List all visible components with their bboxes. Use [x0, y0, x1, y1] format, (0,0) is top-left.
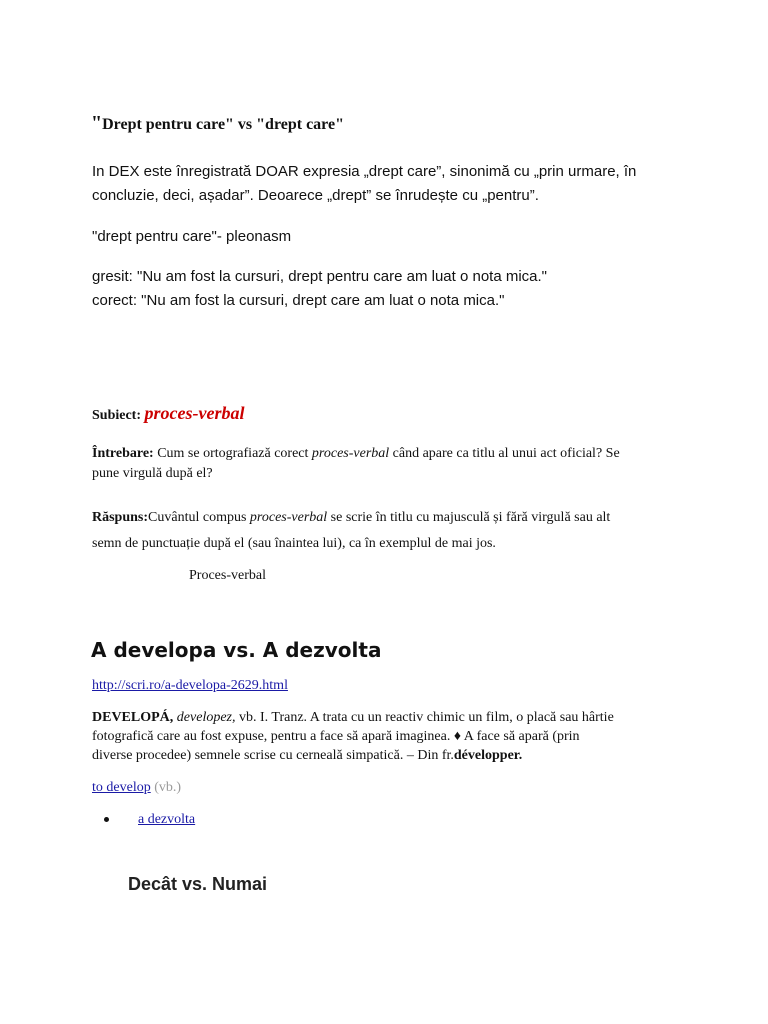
bullet-dot	[104, 817, 109, 822]
bullet-item-wrapper	[138, 812, 195, 828]
question-pre: Cum se ortografiază corect	[157, 446, 309, 461]
definition-line1	[92, 710, 614, 726]
question-term: proces-verbal	[311, 446, 390, 461]
definition-text3: diverse procedee) semnele scrise cu cerneală simpatică. – Din fr.	[92, 748, 454, 763]
dex-paragraph-line1: In DEX este înregistrată DOAR expresia „drept care”, sinonimă cu „prin urmare, în	[92, 163, 637, 180]
to-develop-line	[92, 780, 181, 796]
question-line1	[92, 446, 620, 462]
subject-label: Subiect:	[92, 408, 141, 423]
definition-headword: DEVELOPÁ,	[92, 710, 174, 725]
developa-heading: A developa vs. A dezvolta	[91, 638, 382, 662]
question-post: când apare ca titlu al unui act oficial? Se	[392, 446, 620, 461]
answer-line1	[92, 510, 610, 526]
example-title: Proces-verbal	[189, 568, 266, 583]
wrong-example: gresit: "Nu am fost la cursuri, drept pentru care am luat o nota mica."	[92, 268, 548, 285]
pleonasm-note: "drept pentru care"- pleonasm	[92, 228, 292, 245]
answer-label: Răspuns:	[92, 510, 149, 525]
definition-text1: vb. I. Tranz. A trata cu un reactiv chimic un film, o placă sau hârtie	[239, 710, 614, 725]
question-label: Întrebare:	[92, 446, 154, 461]
answer-line2: semn de punctuație după el (sau înaintea lui), ca în exemplul de mai jos.	[92, 536, 496, 551]
decat-heading: Decât vs. Numai	[128, 874, 268, 894]
answer-term: proces-verbal	[249, 510, 328, 525]
answer-pre: Cuvântul compus	[148, 510, 247, 525]
definition-origin: développer.	[453, 748, 523, 763]
title-open-quote: "	[91, 112, 103, 134]
subject-value: proces-verbal	[144, 403, 245, 423]
question-line2: pune virgulă după el?	[92, 466, 213, 481]
definition-line2: fotografică care au fost expuse, pentru a face să apară imaginea. ♦ A face să apară (prin	[92, 729, 580, 744]
scri-link[interactable]: http://scri.ro/a-developa-2629.html	[92, 678, 288, 693]
section1-title	[91, 112, 344, 135]
dezvolta-link[interactable]: a dezvolta	[138, 812, 196, 827]
correct-example: corect: "Nu am fost la cursuri, drept care am luat o nota mica."	[92, 292, 505, 309]
subject-line	[92, 403, 244, 424]
part-of-speech: (vb.)	[154, 780, 182, 795]
title-text: Drept pentru care" vs "drept care"	[102, 116, 344, 133]
answer-post: se scrie în titlu cu majusculă și fără virgulă sau alt	[330, 510, 611, 525]
scri-link-wrapper	[92, 678, 288, 694]
definition-line3	[92, 748, 522, 764]
definition-forms: developez,	[176, 710, 236, 725]
dex-paragraph-line2: concluzie, deci, așadar”. Deoarece „drept” se înrudește cu „pentru”.	[92, 187, 539, 204]
to-develop-link[interactable]: to develop	[92, 780, 151, 795]
